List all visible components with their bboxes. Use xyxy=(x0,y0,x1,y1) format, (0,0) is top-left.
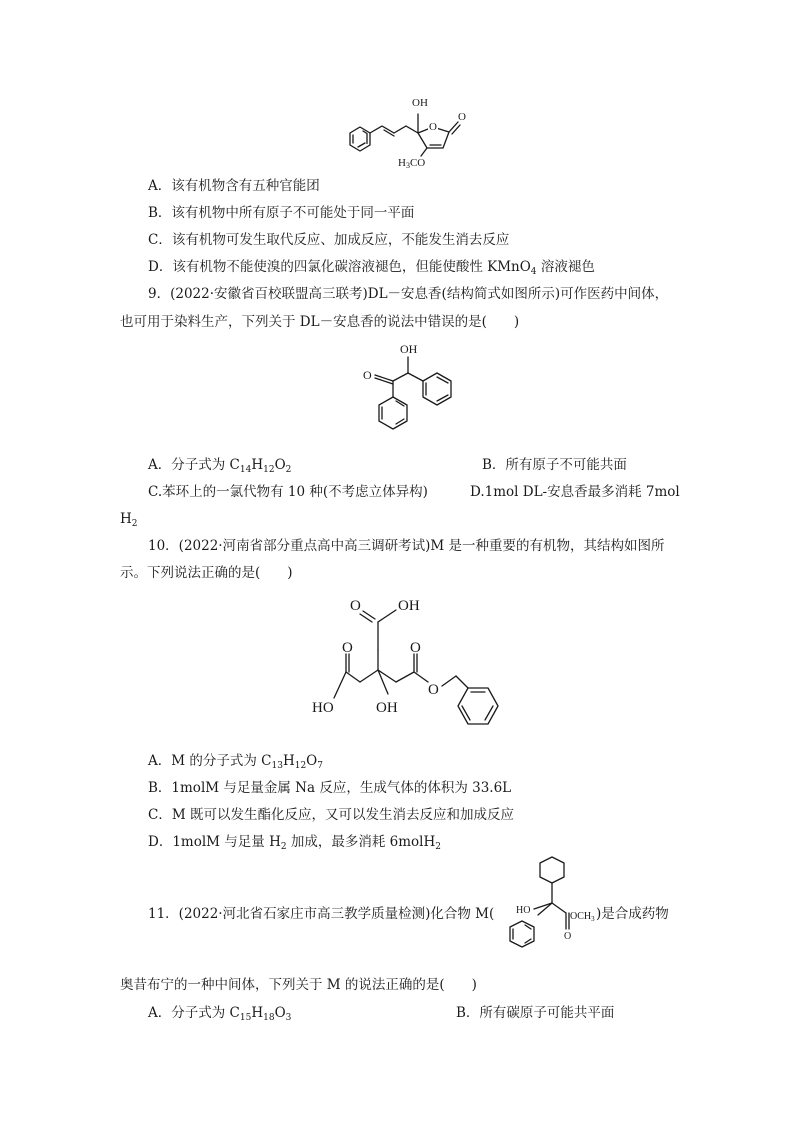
q10-option-d: D．1molM 与足量 $H_2$ 加成，最多消耗 6molH$_2$ xyxy=(148,834,442,852)
carbonyl-oxygen-label: O xyxy=(458,111,466,123)
hydroxyl-label: OH xyxy=(412,97,428,109)
q11-hydroxyl-label: HO xyxy=(516,905,531,916)
structure-q8 xyxy=(338,92,518,172)
q10-center-oh-label: OH xyxy=(376,700,398,716)
q10-right-o-label: O xyxy=(410,640,421,656)
q10-left-ho-label: HO xyxy=(312,700,334,716)
q9-carbonyl-oxygen-label: O xyxy=(363,368,372,382)
structure-q10 xyxy=(310,590,520,740)
q10-top-oh-label: OH xyxy=(398,598,420,614)
q9-stem-line1: 9．(2022·安徽省百校联盟高三联考)DL－安息香(结构简式如图所示)可作医药中间体， xyxy=(148,286,669,302)
cyclohexyl-ring xyxy=(540,857,564,883)
q11-stem-line2: 奥昔布宁的一种中间体，下列关于 M 的说法正确的是( ) xyxy=(120,977,477,993)
structure-q9-benzoin xyxy=(355,335,475,445)
q10-option-b: B．1molM 与足量金属 Na 反应，生成气体的体积为 33.6L xyxy=(148,780,512,796)
q11-stem-line1-post: )是合成药物 xyxy=(596,906,669,922)
q10-stem-line2: 示。下列说法正确的是( ) xyxy=(120,565,293,581)
q9-option-c: C.苯环上的一氯代物有 10 种(不考虑立体异构) xyxy=(148,484,428,500)
q11-stem-line1-pre: 11．(2022·河北省石家庄市高三教学质量检测)化合物 M( xyxy=(148,906,495,922)
q10-benzene-ring xyxy=(458,688,498,724)
q9-option-b: B．所有原子不可能共面 xyxy=(482,457,627,473)
q10-option-c: C．M 既可以发生酯化反应，又可以发生消去反应和加成反应 xyxy=(148,807,514,823)
q9-option-d-continued: $H_2$ xyxy=(120,511,138,529)
q10-top-o-label: O xyxy=(350,598,361,614)
methoxy-label: H3CO xyxy=(398,157,426,170)
q11-option-b: B．所有碳原子可能共平面 xyxy=(456,1005,615,1021)
ring-oxygen-label: O xyxy=(429,121,437,133)
q8-option-d: D．该有机物不能使溴的四氯化碳溶液褪色，但能使酸性 KMnO$_4$ 溶液褪色 xyxy=(148,259,595,277)
q11-carbonyl-oxygen-label: O xyxy=(564,931,572,942)
q10-ester-o-label: O xyxy=(428,682,439,698)
q10-left-o-label: O xyxy=(342,640,353,656)
q8-option-c: C．该有机物可发生取代反应、加成反应，不能发生消去反应 xyxy=(148,232,510,248)
q9-option-a: A．分子式为 $C_{14}H_{12}O_2$ xyxy=(148,457,292,475)
q9-hydroxyl-label: OH xyxy=(400,342,418,356)
q10-option-a: A．M 的分子式为 $C_{13}H_{12}O_7$ xyxy=(148,753,323,771)
q11-methoxy-label: $OCH_3$ xyxy=(570,911,595,923)
benzene-ring xyxy=(350,127,370,151)
q9-option-d: D.1mol DL-安息香最多消耗 7mol xyxy=(470,484,680,500)
q11-benzene-ring xyxy=(510,921,534,947)
benzene-ring-right xyxy=(423,373,451,405)
q10-stem-line1: 10．(2022·河南省部分重点高中高三调研考试)M 是一种重要的有机物，其结构如图所 xyxy=(148,538,665,554)
q9-stem-line2: 也可用于染料生产，下列关于 DL－安息香的说法中错误的是( ) xyxy=(120,314,520,330)
q8-option-b: B．该有机物中所有原子不可能处于同一平面 xyxy=(148,205,415,221)
q11-option-a: A．分子式为 $C_{15}H_{18}O_3$ xyxy=(148,1005,292,1023)
q8-option-a: A．该有机物含有五种官能团 xyxy=(148,178,320,194)
benzene-ring-lower xyxy=(379,397,407,429)
